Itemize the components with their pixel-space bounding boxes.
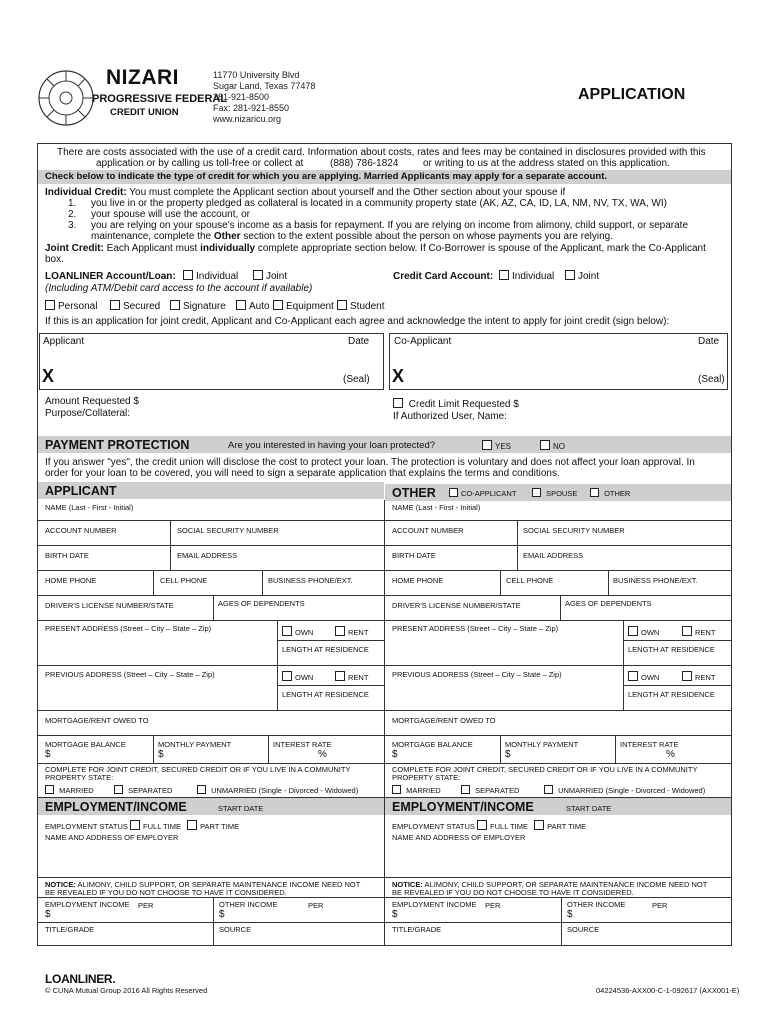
other-drivers-license[interactable]: DRIVER'S LICENSE NUMBER/STATE <box>392 601 521 610</box>
col-line <box>153 735 154 763</box>
type-equipment[interactable] <box>273 300 334 312</box>
rent-label: RENT <box>348 673 369 682</box>
applicant-prev-rent[interactable] <box>335 671 368 682</box>
applicant-birth-date[interactable]: BIRTH DATE <box>45 551 89 560</box>
applicant-length[interactable]: LENGTH AT RESIDENCE <box>282 645 369 654</box>
checkbox[interactable] <box>282 671 292 681</box>
checkbox[interactable] <box>477 820 487 830</box>
individual-credit-label: Individual Credit: <box>45 187 127 198</box>
employment-status-label: EMPLOYMENT STATUS <box>45 822 128 831</box>
type-personal[interactable] <box>45 300 97 312</box>
other-community-note: COMPLETE FOR JOINT CREDIT, SECURED CREDIT OR IF YOU LIVE IN A COMMUNITY <box>392 765 698 774</box>
employment-income[interactable]: EMPLOYMENT INCOME <box>45 900 130 909</box>
other-title-grade[interactable]: TITLE/GRADE <box>392 925 442 934</box>
type-signature[interactable] <box>170 300 226 312</box>
joint-credit-text-a: Each Applicant must <box>106 243 198 254</box>
applicant-balance-dollar: $ <box>45 749 51 760</box>
checkbox[interactable] <box>482 440 492 450</box>
pp-text1: If you answer "yes", the credit union will disclose the cost to protect your loan. The protection is voluntary and does not affect your loan approval. In <box>45 457 695 468</box>
checkbox[interactable] <box>110 300 120 310</box>
rent-label: RENT <box>695 628 716 637</box>
row-line <box>385 570 731 571</box>
applicant-home-phone[interactable]: HOME PHONE <box>45 576 97 585</box>
applicant-date-label: Date <box>348 336 370 347</box>
other-home-phone[interactable]: HOME PHONE <box>392 576 444 585</box>
row-line <box>385 545 731 546</box>
other-other[interactable] <box>590 488 630 498</box>
checkbox[interactable] <box>590 488 599 497</box>
applicant-ages[interactable]: AGES OF DEPENDENTS <box>218 599 305 608</box>
type-label: Signature <box>183 301 226 312</box>
other-length[interactable]: LENGTH AT RESIDENCE <box>628 645 715 654</box>
row-line <box>38 763 384 764</box>
applicant-monthly-payment[interactable]: MONTHLY PAYMENT <box>158 740 232 749</box>
applicant-title: APPLICANT <box>45 484 117 498</box>
checkbox[interactable] <box>253 270 263 280</box>
col-line <box>500 570 501 595</box>
applicant-married[interactable] <box>45 785 94 795</box>
row-line <box>38 665 384 666</box>
other-previous-address[interactable]: PREVIOUS ADDRESS (Street – City – State – Zip) <box>392 670 562 679</box>
other-monthly-payment[interactable]: MONTHLY PAYMENT <box>505 740 579 749</box>
checkbox[interactable] <box>393 398 403 408</box>
loanliner-individual[interactable] <box>183 270 238 282</box>
amount-requested[interactable]: Amount Requested $ <box>45 396 139 407</box>
row-line <box>385 665 731 666</box>
purpose-collateral[interactable]: Purpose/Collateral: <box>45 408 131 419</box>
row-line <box>38 710 384 711</box>
checkbox[interactable] <box>565 270 575 280</box>
applicant-seal: (Seal) <box>343 374 370 385</box>
applicant-name-field[interactable]: NAME (Last - First - Initial) <box>45 503 134 512</box>
credit-card-label: Credit Card Account: <box>393 271 494 282</box>
row-line <box>385 595 731 596</box>
row-line <box>385 877 731 878</box>
other-balance-dollar: $ <box>392 749 398 760</box>
checkbox[interactable] <box>130 820 140 830</box>
checkbox[interactable] <box>682 626 692 636</box>
employment-start-date[interactable]: START DATE <box>218 804 264 813</box>
married-label: MARRIED <box>59 786 94 795</box>
applicant-interest-rate[interactable]: INTEREST RATE <box>273 740 332 749</box>
address: 11770 University Blvd <box>213 70 300 80</box>
row-line <box>38 545 384 546</box>
applicant-previous-address[interactable]: PREVIOUS ADDRESS (Street – City – State – Zip) <box>45 670 215 679</box>
checkbox[interactable] <box>682 671 692 681</box>
checkbox[interactable] <box>628 626 638 636</box>
row-line <box>38 520 384 521</box>
applicant-rate-percent: % <box>318 749 327 760</box>
full-time-label: FULL TIME <box>490 822 528 831</box>
row-line <box>38 620 384 621</box>
other-other-income-per: PER <box>652 901 668 910</box>
co-applicant-date-label: Date <box>698 336 720 347</box>
type-label: Secured <box>123 301 161 312</box>
employment-notice2: BE REVEALED IF YOU DO NOT CHOOSE TO HAVE IT CONSIDERED. <box>45 888 287 897</box>
other-employment-status[interactable] <box>392 820 586 831</box>
co-applicant-seal: (Seal) <box>698 374 725 385</box>
row-line <box>38 595 384 596</box>
other-employment-title: EMPLOYMENT/INCOME <box>392 800 534 814</box>
type-label: Auto <box>249 301 270 312</box>
separated-label: SEPARATED <box>128 786 173 795</box>
applicant-unmarried[interactable] <box>197 785 358 795</box>
checkbox[interactable] <box>183 270 193 280</box>
cc-joint-label: Joint <box>578 271 600 282</box>
row-line <box>38 922 384 923</box>
other-spouse-label: SPOUSE <box>546 489 578 498</box>
applicant-email[interactable]: EMAIL ADDRESS <box>177 551 238 560</box>
row-line <box>385 763 731 764</box>
type-student[interactable] <box>337 300 384 312</box>
other-co-applicant[interactable] <box>449 488 516 498</box>
own-label: OWN <box>641 628 660 637</box>
row-line <box>623 640 731 641</box>
loanliner-joint[interactable] <box>253 270 287 282</box>
org-name-line2: PROGRESSIVE FEDERAL <box>92 93 228 105</box>
other-business-phone[interactable]: BUSINESS PHONE/EXT. <box>613 576 698 585</box>
org-name-line3: CREDIT UNION <box>110 107 179 118</box>
other-separated[interactable] <box>461 785 519 795</box>
other-ssn[interactable]: SOCIAL SECURITY NUMBER <box>523 526 625 535</box>
row-line <box>38 735 384 736</box>
employment-income-dollar: $ <box>45 909 51 920</box>
loanliner-note: (Including ATM/Debit card access to the account if available) <box>45 283 313 294</box>
checkbox[interactable] <box>45 300 55 310</box>
other-mortgage-rent[interactable]: MORTGAGE/RENT OWED TO <box>392 716 496 725</box>
col-line <box>213 595 214 620</box>
unmarried-label: UNMARRIED (Single - Divorced - Widowed) <box>211 786 359 795</box>
row-line <box>385 897 731 898</box>
applicant-prev-length[interactable]: LENGTH AT RESIDENCE <box>282 690 369 699</box>
cc-joint[interactable] <box>565 270 599 282</box>
applicant-separated[interactable] <box>114 785 172 795</box>
other-community-note2: PROPERTY STATE: <box>392 773 461 782</box>
own-label: OWN <box>295 673 314 682</box>
cc-individual[interactable] <box>499 270 554 282</box>
other-other-income[interactable]: OTHER INCOME <box>567 900 626 909</box>
checkbox[interactable] <box>45 785 54 794</box>
type-secured[interactable] <box>110 300 160 312</box>
pp-no[interactable] <box>540 440 565 451</box>
rent-label: RENT <box>348 628 369 637</box>
title-grade[interactable]: TITLE/GRADE <box>45 925 95 934</box>
other-cell-phone[interactable]: CELL PHONE <box>506 576 554 585</box>
applicant-mortgage-balance[interactable]: MORTGAGE BALANCE <box>45 740 126 749</box>
row-line <box>277 640 384 641</box>
other-income[interactable]: OTHER INCOME <box>219 900 278 909</box>
applicant-mortgage-rent[interactable]: MORTGAGE/RENT OWED TO <box>45 716 149 725</box>
col-line <box>560 595 561 620</box>
other-employer-name-address[interactable]: NAME AND ADDRESS OF EMPLOYER <box>392 833 526 842</box>
copyright: © CUNA Mutual Group 2016 All Rights Reserved <box>45 986 208 995</box>
notice-label: NOTICE: <box>45 880 76 889</box>
other-employment-income[interactable]: EMPLOYMENT INCOME <box>392 900 477 909</box>
type-auto[interactable] <box>236 300 270 312</box>
col-line <box>517 520 518 570</box>
other-prev-rent[interactable] <box>682 671 715 682</box>
city: Sugar Land, Texas 77478 <box>213 81 316 91</box>
checkbox[interactable] <box>337 300 347 310</box>
other-title: OTHER <box>392 486 436 500</box>
other-income-per: PER <box>308 901 324 910</box>
own-label: OWN <box>641 673 660 682</box>
checkbox[interactable] <box>628 671 638 681</box>
checkbox[interactable] <box>236 300 246 310</box>
checkbox[interactable] <box>540 440 550 450</box>
row-line <box>38 877 384 878</box>
income-source[interactable]: SOURCE <box>219 925 252 934</box>
ic-item-3-other: Other <box>213 231 241 242</box>
co-applicant-x-mark: X <box>392 366 405 386</box>
applicant-business-phone[interactable]: BUSINESS PHONE/EXT. <box>268 576 353 585</box>
loanliner-joint-label: Joint <box>266 271 288 282</box>
check-instruction: Check below to indicate the type of credit for which you are applying. Married Applicants may apply for a separate account. <box>45 171 608 182</box>
phone: 281-921-8500 <box>213 92 270 102</box>
intro-line1: There are costs associated with the use of a credit card. Information about costs, rates and fees may be contained in disclosures provided with this <box>57 147 706 158</box>
other-income-dollar: $ <box>219 909 225 920</box>
credit-limit[interactable] <box>393 398 519 410</box>
col-line <box>615 735 616 763</box>
other-birth-date[interactable]: BIRTH DATE <box>392 551 436 560</box>
type-label: Student <box>350 301 385 312</box>
own-label: OWN <box>295 628 314 637</box>
checkbox[interactable] <box>449 488 458 497</box>
joint-credit-bold: individually <box>200 243 256 254</box>
checkbox[interactable] <box>282 626 292 636</box>
other-spouse[interactable] <box>532 488 577 498</box>
joint-note: If this is an application for joint credit, Applicant and Co-Applicant each agree and acknowledge the intent to apply for joint credit (sign below): <box>45 316 670 327</box>
married-label: MARRIED <box>406 786 441 795</box>
applicant-payment-dollar: $ <box>158 749 164 760</box>
row-line <box>623 685 731 686</box>
other-income-source[interactable]: SOURCE <box>567 925 600 934</box>
loanliner-individual-label: Individual <box>196 271 239 282</box>
applicant-own[interactable] <box>282 626 313 637</box>
col-line <box>608 570 609 595</box>
applicant-signature-box[interactable] <box>39 333 384 390</box>
joint-credit <box>45 243 706 254</box>
cc-individual-label: Individual <box>512 271 555 282</box>
credit-limit-label: Credit Limit Requested $ <box>408 399 519 410</box>
col-line <box>277 620 278 710</box>
other-employment-income-dollar: $ <box>392 909 398 920</box>
checkbox[interactable] <box>114 785 123 794</box>
page-title: APPLICATION <box>578 86 686 103</box>
ic-item-2-num: 2. <box>68 209 77 220</box>
other-employment-start-date[interactable]: START DATE <box>566 804 612 813</box>
col-line <box>262 570 263 595</box>
other-ages[interactable]: AGES OF DEPENDENTS <box>565 599 652 608</box>
row-line <box>38 897 384 898</box>
applicant-sig-label: Applicant <box>43 336 85 347</box>
loanliner-label: LOANLINER Account/Loan: <box>45 271 176 282</box>
col-line <box>623 620 624 710</box>
col-line <box>153 570 154 595</box>
col-line <box>268 735 269 763</box>
other-unmarried[interactable] <box>544 785 705 795</box>
other-other-label: OTHER <box>604 489 631 498</box>
part-time-label: PART TIME <box>200 822 240 831</box>
joint-credit-text-c: box. <box>45 254 64 265</box>
payment-protection-question: Are you interested in having your loan protected? <box>228 440 436 451</box>
checkbox[interactable] <box>187 820 197 830</box>
ic-item-3-cont-a: maintenance, complete the <box>91 231 212 242</box>
row-line <box>385 520 731 521</box>
checkbox[interactable] <box>392 785 401 794</box>
row-line <box>38 570 384 571</box>
row-line <box>277 685 384 686</box>
checkbox[interactable] <box>335 671 345 681</box>
checkbox[interactable] <box>461 785 470 794</box>
row-line <box>385 620 731 621</box>
checkbox[interactable] <box>170 300 180 310</box>
employment-status[interactable] <box>45 820 239 831</box>
applicant-prev-own[interactable] <box>282 671 313 682</box>
applicant-community-note2: PROPERTY STATE: <box>45 773 114 782</box>
notice-label: NOTICE: <box>392 880 423 889</box>
ic-item-2: your spouse will use the account, or <box>91 209 250 220</box>
col-line <box>500 735 501 763</box>
intro-line2a: application or by calling us toll-free or collect at <box>96 158 304 169</box>
employment-income-per: PER <box>138 901 154 910</box>
applicant-cell-phone[interactable]: CELL PHONE <box>160 576 208 585</box>
ic-item-3-cont-b: section to the extent possible about the person on whose payments you are relying. <box>243 231 613 242</box>
row-line <box>385 710 731 711</box>
checkbox[interactable] <box>544 785 553 794</box>
applicant-account-number[interactable]: ACCOUNT NUMBER <box>45 526 117 535</box>
other-interest-rate[interactable]: INTEREST RATE <box>620 740 679 749</box>
applicant-present-address[interactable]: PRESENT ADDRESS (Street – City – State – Zip) <box>45 624 212 633</box>
checkbox[interactable] <box>335 626 345 636</box>
part-time-label: PART TIME <box>547 822 587 831</box>
employment-title: EMPLOYMENT/INCOME <box>45 800 187 814</box>
joint-credit-label: Joint Credit: <box>45 243 104 254</box>
other-prev-own[interactable] <box>628 671 659 682</box>
applicant-drivers-license[interactable]: DRIVER'S LICENSE NUMBER/STATE <box>45 601 174 610</box>
row-line <box>385 922 731 923</box>
other-employment-notice2: BE REVEALED IF YOU DO NOT CHOOSE TO HAVE IT CONSIDERED. <box>392 888 634 897</box>
other-rent[interactable] <box>682 626 715 637</box>
checkbox[interactable] <box>197 785 206 794</box>
other-mortgage-balance[interactable]: MORTGAGE BALANCE <box>392 740 473 749</box>
intro-line2b: or writing to us at the address stated on this application. <box>423 158 670 169</box>
checkbox[interactable] <box>499 270 509 280</box>
checkbox[interactable] <box>534 820 544 830</box>
other-name-field[interactable]: NAME (Last - First - Initial) <box>392 503 481 512</box>
other-own[interactable] <box>628 626 659 637</box>
applicant-community-note: COMPLETE FOR JOINT CREDIT, SECURED CREDIT OR IF YOU LIVE IN A COMMUNITY <box>45 765 351 774</box>
other-married[interactable] <box>392 785 441 795</box>
separated-label: SEPARATED <box>475 786 520 795</box>
joint-credit-text-b: complete appropriate section below. If Co-Borrower is spouse of the Applicant, mark the Co-Applicant <box>257 243 706 254</box>
employer-name-address[interactable]: NAME AND ADDRESS OF EMPLOYER <box>45 833 179 842</box>
other-employment-income-per: PER <box>485 901 501 910</box>
other-account-number[interactable]: ACCOUNT NUMBER <box>392 526 464 535</box>
checkbox[interactable] <box>532 488 541 497</box>
unmarried-label: UNMARRIED (Single - Divorced - Widowed) <box>558 786 706 795</box>
applicant-ssn[interactable]: SOCIAL SECURITY NUMBER <box>177 526 279 535</box>
ic-item-1: you live in or the property pledged as collateral is located in a community property state (AK, AZ, CA, ID, LA, NM, NV, TX, WA, WI) <box>91 198 667 209</box>
pp-no-label: NO <box>553 442 565 451</box>
logo <box>36 68 96 128</box>
payment-protection-title: PAYMENT PROTECTION <box>45 438 190 452</box>
pp-yes-label: YES <box>495 442 512 451</box>
type-label: Equipment <box>286 301 334 312</box>
co-applicant-sig-label: Co-Applicant <box>394 336 452 347</box>
other-prev-length[interactable]: LENGTH AT RESIDENCE <box>628 690 715 699</box>
loanliner-logo: LOANLINER. <box>45 972 116 986</box>
pp-yes[interactable] <box>482 440 511 451</box>
other-payment-dollar: $ <box>505 749 511 760</box>
ic-item-1-num: 1. <box>68 198 77 209</box>
website: www.nizaricu.org <box>213 114 282 124</box>
ic-item-3-num: 3. <box>68 220 77 231</box>
individual-credit-text: You must complete the Applicant section about yourself and the Other section about your spouse if <box>129 187 566 198</box>
row-line <box>385 735 731 736</box>
other-rate-percent: % <box>666 749 675 760</box>
type-label: Personal <box>58 301 98 312</box>
org-name: NIZARI <box>106 66 179 89</box>
applicant-rent[interactable] <box>335 626 368 637</box>
form-number: 04224536-AXX00-C-1-092617 (AXX001-E) <box>596 986 740 995</box>
intro-phone: (888) 786-1824 <box>330 158 399 169</box>
notice-text: ALIMONY, CHILD SUPPORT, OR SEPARATE MAINTENANCE INCOME NEED NOT <box>77 880 361 889</box>
col-line <box>170 520 171 570</box>
other-email[interactable]: EMAIL ADDRESS <box>523 551 584 560</box>
other-other-income-dollar: $ <box>567 909 573 920</box>
ic-item-3: you are relying on your spouse's income as a basis for repayment. If you are relying on income from alimony, child support, or separate <box>91 220 689 231</box>
pp-text2: order for your loan to be covered, you will need to sign a separate application that explains the terms and conditions. <box>45 468 560 479</box>
full-time-label: FULL TIME <box>143 822 181 831</box>
column-divider <box>384 500 385 946</box>
ic-item-3-cont <box>91 231 613 242</box>
other-co-applicant-label: CO-APPLICANT <box>461 489 517 498</box>
fax: Fax: 281-921-8550 <box>213 103 290 113</box>
other-present-address[interactable]: PRESENT ADDRESS (Street – City – State – Zip) <box>392 624 559 633</box>
rent-label: RENT <box>695 673 716 682</box>
employment-status-label: EMPLOYMENT STATUS <box>392 822 475 831</box>
authorized-user[interactable]: If Authorized User, Name: <box>393 411 507 422</box>
applicant-x-mark: X <box>42 366 55 386</box>
checkbox[interactable] <box>273 300 283 310</box>
notice-text: ALIMONY, CHILD SUPPORT, OR SEPARATE MAINTENANCE INCOME NEED NOT <box>424 880 708 889</box>
